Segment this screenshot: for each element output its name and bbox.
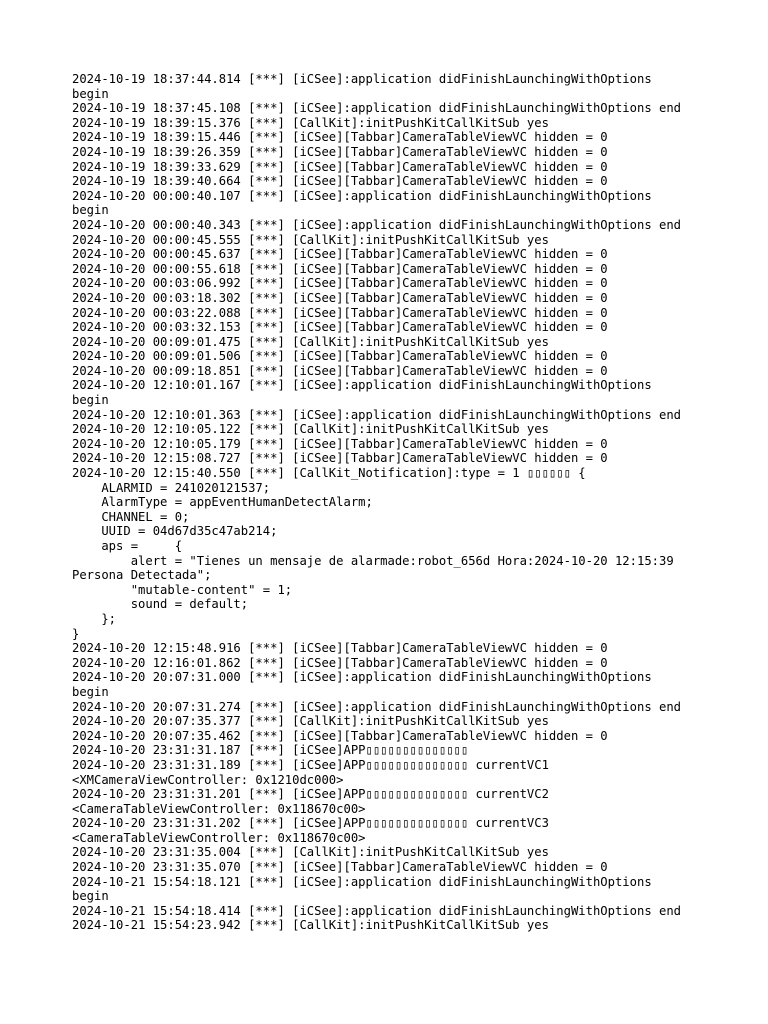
log-document xyxy=(72,72,732,933)
log-line: 2024-10-20 00:03:22.088 [***] [iCSee][Tabbar]CameraTableViewVC hidden = 0 xyxy=(72,305,608,320)
log-line: 2024-10-20 23:31:35.004 [***] [CallKit]:initPushKitCallKitSub yes xyxy=(72,845,549,860)
log-line: 2024-10-20 20:07:35.462 [***] [iCSee][Tabbar]CameraTableViewVC hidden = 0 xyxy=(72,728,608,743)
log-line: 2024-10-20 12:15:48.916 [***] [iCSee][Tabbar]CameraTableViewVC hidden = 0 xyxy=(72,641,608,656)
log-line: 2024-10-19 18:39:33.629 [***] [iCSee][Tabbar]CameraTableViewVC hidden = 0 xyxy=(72,159,608,174)
log-line: <CameraTableViewController: 0x118670c00> xyxy=(72,830,366,845)
log-line: 2024-10-20 00:00:40.107 [***] [iCSee]:application didFinishLaunchingWithOptions xyxy=(72,188,652,203)
log-line: 2024-10-19 18:37:45.108 [***] [iCSee]:application didFinishLaunchingWithOptions end xyxy=(72,101,682,116)
log-line: 2024-10-20 00:03:18.302 [***] [iCSee][Tabbar]CameraTableViewVC hidden = 0 xyxy=(72,290,608,305)
log-line: 2024-10-20 20:07:31.274 [***] [iCSee]:application didFinishLaunchingWithOptions end xyxy=(72,699,682,714)
log-line: AlarmType = appEventHumanDetectAlarm; xyxy=(72,495,373,510)
log-line: 2024-10-20 00:00:40.343 [***] [iCSee]:application didFinishLaunchingWithOptions end xyxy=(72,217,682,232)
log-line: 2024-10-20 23:31:35.070 [***] [iCSee][Tabbar]CameraTableViewVC hidden = 0 xyxy=(72,860,608,875)
log-line: 2024-10-20 00:09:01.506 [***] [iCSee][Tabbar]CameraTableViewVC hidden = 0 xyxy=(72,349,608,364)
log-line: }; xyxy=(72,611,117,626)
log-line: 2024-10-20 00:09:01.475 [***] [CallKit]:initPushKitCallKitSub yes xyxy=(72,334,549,349)
log-line: begin xyxy=(72,393,109,408)
log-line: 2024-10-19 18:37:44.814 [***] [iCSee]:application didFinishLaunchingWithOptions xyxy=(72,72,652,86)
log-text-block xyxy=(72,72,732,933)
log-line: sound = default; xyxy=(72,597,249,612)
log-line: begin xyxy=(72,684,109,699)
log-line: 2024-10-19 18:39:40.664 [***] [iCSee][Tabbar]CameraTableViewVC hidden = 0 xyxy=(72,174,608,189)
log-line: 2024-10-20 23:31:31.201 [***] [iCSee]APP▯▯▯▯▯▯▯▯▯▯▯▯▯▯ currentVC2 xyxy=(72,787,549,802)
log-line: 2024-10-20 00:09:18.851 [***] [iCSee][Tabbar]CameraTableViewVC hidden = 0 xyxy=(72,363,608,378)
log-line: 2024-10-20 12:10:01.167 [***] [iCSee]:application didFinishLaunchingWithOptions xyxy=(72,378,652,393)
log-line: } xyxy=(72,626,80,641)
log-line: <XMCameraViewController: 0x1210dc000> xyxy=(72,772,344,787)
log-line: aps = { xyxy=(72,539,183,553)
log-line: 2024-10-20 12:15:40.550 [***] [CallKit_Notification]:type = 1 ▯▯▯▯▯▯ { xyxy=(72,466,586,481)
log-line: 2024-10-20 12:10:05.122 [***] [CallKit]:initPushKitCallKitSub yes xyxy=(72,422,549,437)
log-line: 2024-10-20 00:03:32.153 [***] [iCSee][Tabbar]CameraTableViewVC hidden = 0 xyxy=(72,320,608,335)
log-line: <CameraTableViewController: 0x118670c00> xyxy=(72,801,366,816)
log-line: 2024-10-20 20:07:35.377 [***] [CallKit]:initPushKitCallKitSub yes xyxy=(72,714,549,729)
log-line: begin xyxy=(72,889,109,904)
log-line: 2024-10-20 23:31:31.202 [***] [iCSee]APP▯▯▯▯▯▯▯▯▯▯▯▯▯▯ currentVC3 xyxy=(72,816,549,831)
log-line: 2024-10-21 15:54:18.121 [***] [iCSee]:application didFinishLaunchingWithOptions xyxy=(72,874,652,889)
log-line: 2024-10-20 00:00:55.618 [***] [iCSee][Tabbar]CameraTableViewVC hidden = 0 xyxy=(72,261,608,276)
log-line: 2024-10-20 23:31:31.187 [***] [iCSee]APP▯▯▯▯▯▯▯▯▯▯▯▯▯▯ xyxy=(72,743,469,758)
log-line: 2024-10-20 20:07:31.000 [***] [iCSee]:application didFinishLaunchingWithOptions xyxy=(72,670,652,685)
log-line: 2024-10-20 12:10:05.179 [***] [iCSee][Tabbar]CameraTableViewVC hidden = 0 xyxy=(72,436,608,451)
log-line: 2024-10-21 15:54:23.942 [***] [CallKit]:initPushKitCallKitSub yes xyxy=(72,918,549,933)
log-line: CHANNEL = 0; xyxy=(72,509,190,524)
log-line: alert = "Tienes un mensaje de alarmade:robot_656d Hora:2024-10-20 12:15:39 xyxy=(72,553,674,568)
log-line: 2024-10-21 15:54:18.414 [***] [iCSee]:application didFinishLaunchingWithOptions end xyxy=(72,903,682,918)
log-line: ALARMID = 241020121537; xyxy=(72,480,271,495)
log-line: 2024-10-20 00:03:06.992 [***] [iCSee][Tabbar]CameraTableViewVC hidden = 0 xyxy=(72,276,608,291)
log-line: 2024-10-20 00:00:45.555 [***] [CallKit]:initPushKitCallKitSub yes xyxy=(72,232,549,247)
log-line: 2024-10-19 18:39:15.446 [***] [iCSee][Tabbar]CameraTableViewVC hidden = 0 xyxy=(72,130,608,145)
log-line: "mutable-content" = 1; xyxy=(72,582,293,597)
log-line: 2024-10-20 12:16:01.862 [***] [iCSee][Tabbar]CameraTableViewVC hidden = 0 xyxy=(72,655,608,670)
log-line: 2024-10-20 23:31:31.189 [***] [iCSee]APP▯▯▯▯▯▯▯▯▯▯▯▯▯▯ currentVC1 xyxy=(72,757,549,772)
log-line: 2024-10-19 18:39:15.376 [***] [CallKit]:initPushKitCallKitSub yes xyxy=(72,115,549,130)
log-line: 2024-10-20 12:10:01.363 [***] [iCSee]:application didFinishLaunchingWithOptions end xyxy=(72,407,682,422)
log-line: 2024-10-20 00:00:45.637 [***] [iCSee][Tabbar]CameraTableViewVC hidden = 0 xyxy=(72,247,608,262)
log-line: begin xyxy=(72,86,109,101)
log-line: 2024-10-19 18:39:26.359 [***] [iCSee][Tabbar]CameraTableViewVC hidden = 0 xyxy=(72,144,608,159)
log-line: begin xyxy=(72,203,109,218)
log-line: 2024-10-20 12:15:08.727 [***] [iCSee][Tabbar]CameraTableViewVC hidden = 0 xyxy=(72,451,608,466)
log-line: UUID = 04d67d35c47ab214; xyxy=(72,524,278,539)
log-line: Persona Detectada"; xyxy=(72,568,212,583)
